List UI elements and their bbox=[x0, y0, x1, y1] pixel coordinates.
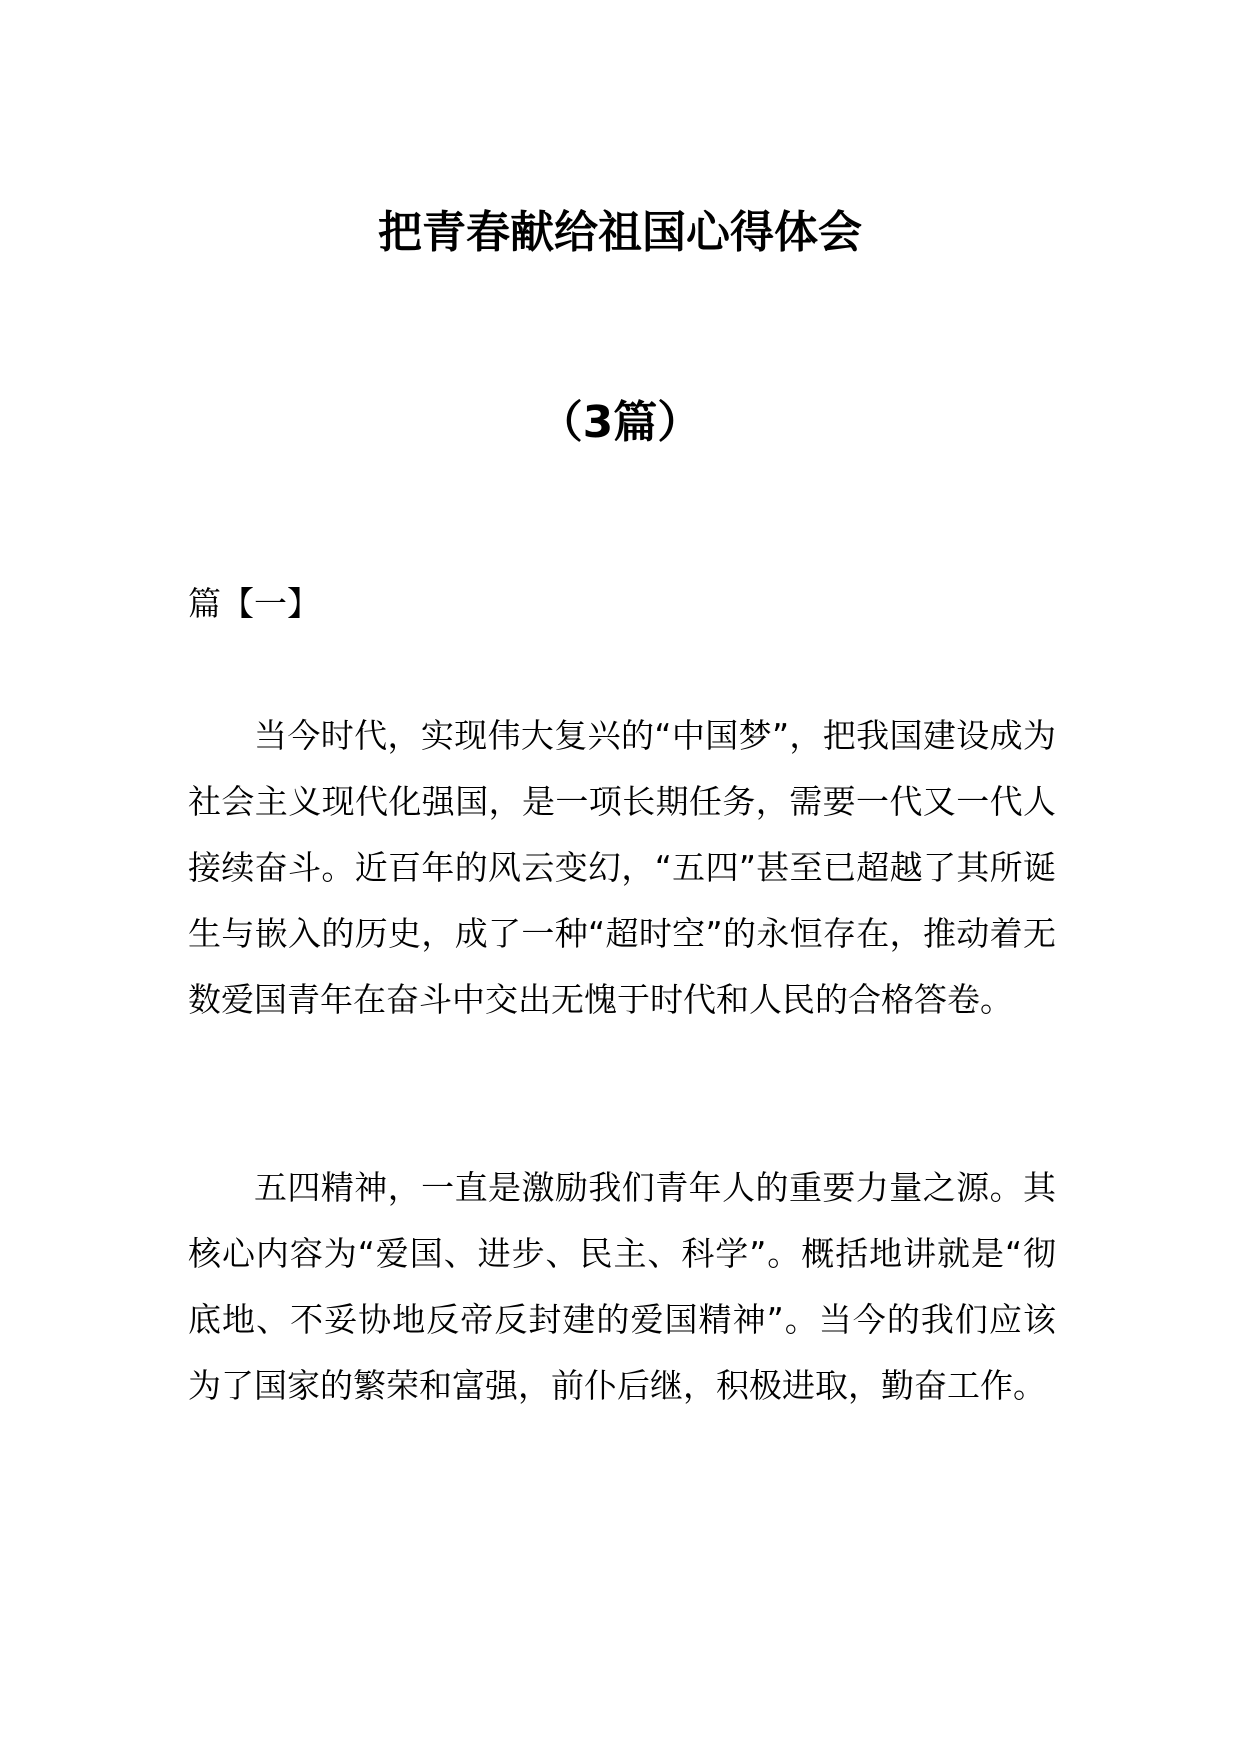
document-title: 把青春献给祖国心得体会 bbox=[378, 207, 862, 258]
document-subtitle: （3篇） bbox=[538, 397, 702, 448]
section-heading: 篇【一】 bbox=[188, 584, 320, 623]
paragraph-1: 当今时代，实现伟大复兴的“中国梦”，把我国建设成为社会主义现代化强国，是一项长期任务，需要一代又一代人接续奋斗。近百年的风云变幻，“五四”甚至已超越了其所诞生与嵌入的历史，成了一种“超时空”的永恒存在，推动着无数爱国青年在奋斗中交出无愧于时代和人民的合格答卷。 bbox=[188, 716, 1056, 1019]
paragraph-2: 五四精神，一直是激励我们青年人的重要力量之源。其核心内容为“爱国、进步、民主、科学”。概括地讲就是“彻底地、不妥协地反帝反封建的爱国精神”。当今的我们应该为了国家的繁荣和富强，前仆后继，积极进取，勤奋工作。 bbox=[188, 1168, 1056, 1405]
